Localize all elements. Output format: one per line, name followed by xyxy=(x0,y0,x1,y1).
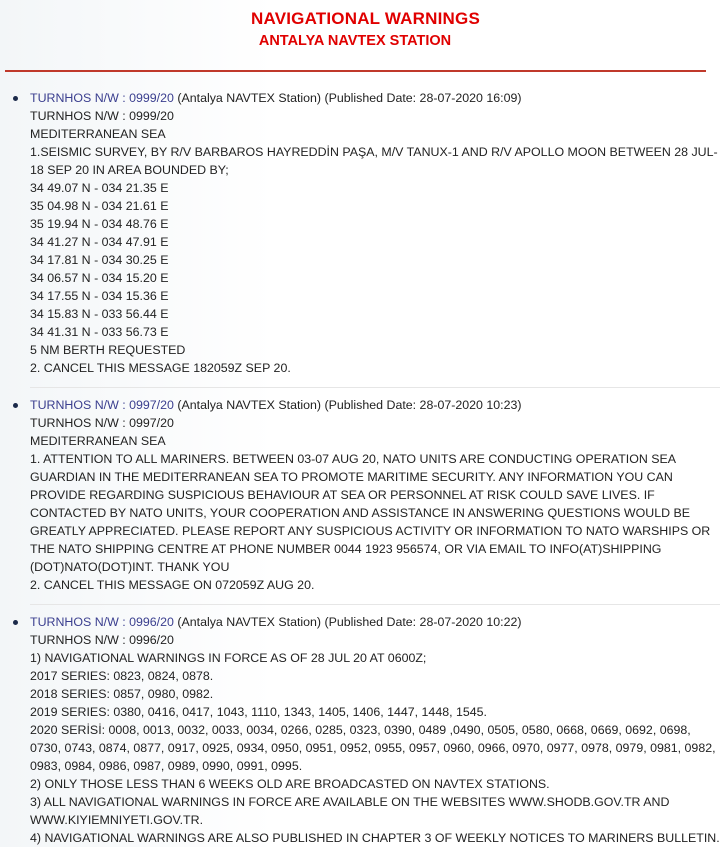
bullet-icon xyxy=(13,403,18,408)
warning-text-line: 1) NAVIGATIONAL WARNINGS IN FORCE AS OF 28 JUL 20 AT 0600Z; xyxy=(30,651,427,665)
warning-heading xyxy=(30,396,720,414)
warning-link[interactable]: TURNHOS N/W : 0999/20 xyxy=(30,91,174,105)
warning-text-line: 2018 SERIES: 0857, 0980, 0982. xyxy=(30,687,214,701)
warning-heading xyxy=(30,89,720,107)
warning-link[interactable]: TURNHOS N/W : 0996/20 xyxy=(30,615,174,629)
warning-text-line: 4) NAVIGATIONAL WARNINGS ARE ALSO PUBLISHED IN CHAPTER 3 OF WEEKLY NOTICES TO MARINERS BULLETIN. xyxy=(30,831,720,845)
warning-text-line: 1.SEISMIC SURVEY, BY R/V BARBAROS HAYREDDİN PAŞA, M/V TANUX-1 AND R/V APOLLO MOON BETWEEN 28 JUL-18 SEP 20 IN AREA BOUNDED BY; xyxy=(30,145,718,177)
warning-text-line: 2. CANCEL THIS MESSAGE 182059Z SEP 20. xyxy=(30,361,291,375)
warnings-list xyxy=(0,89,720,847)
warning-text-line: 2) ONLY THOSE LESS THAN 6 WEEKS OLD ARE BROADCASTED ON NAVTEX STATIONS. xyxy=(30,777,550,791)
warning-text-line: 35 04.98 N - 034 21.61 E xyxy=(30,199,169,213)
warning-text-line: MEDITERRANEAN SEA xyxy=(30,434,166,448)
page-subtitle: ANTALYA NAVTEX STATION xyxy=(258,33,452,49)
warning-text-line: 3) ALL NAVIGATIONAL WARNINGS IN FORCE ARE AVAILABLE ON THE WEBSITES WWW.SHODB.GOV.TR AND WWW.KIYIEMNIYETI.GOV.TR. xyxy=(30,795,670,827)
warning-item xyxy=(30,604,720,847)
warning-text-line: TURNHOS N/W : 0996/20 xyxy=(30,633,174,647)
warning-text-line: TURNHOS N/W : 0997/20 xyxy=(30,416,174,430)
page-header xyxy=(0,0,723,72)
warning-text-line: 34 15.83 N - 033 56.44 E xyxy=(30,307,169,321)
warning-text-line: 5 NM BERTH REQUESTED xyxy=(30,343,186,357)
warning-text-line: 2019 SERIES: 0380, 0416, 0417, 1043, 1110, 1343, 1405, 1406, 1447, 1448, 1545. xyxy=(30,705,488,719)
warning-text-line: MEDITERRANEAN SEA xyxy=(30,127,166,141)
warning-link[interactable]: TURNHOS N/W : 0997/20 xyxy=(30,398,174,412)
warning-text-line: 34 17.81 N - 034 30.25 E xyxy=(30,253,169,267)
page-title: NAVIGATIONAL WARNINGS xyxy=(251,9,480,28)
warning-text-line: TURNHOS N/W : 0999/20 xyxy=(30,109,174,123)
warning-text-line: 2017 SERIES: 0823, 0824, 0878. xyxy=(30,669,214,683)
bullet-icon xyxy=(13,620,18,625)
warning-text-line: 34 17.55 N - 034 15.36 E xyxy=(30,289,169,303)
warning-text-line: 34 06.57 N - 034 15.20 E xyxy=(30,271,169,285)
warning-text-line: 35 19.94 N - 034 48.76 E xyxy=(30,217,169,231)
warning-text-line: 34 41.27 N - 034 47.91 E xyxy=(30,235,169,249)
header-divider xyxy=(5,70,706,72)
warning-text-line: 2. CANCEL THIS MESSAGE ON 072059Z AUG 20. xyxy=(30,578,315,592)
warning-item xyxy=(30,89,720,377)
warning-meta: (Antalya NAVTEX Station) (Published Date: 28-07-2020 10:23) xyxy=(173,398,522,412)
bullet-icon xyxy=(13,96,18,101)
warning-meta: (Antalya NAVTEX Station) (Published Date: 28-07-2020 16:09) xyxy=(173,91,522,105)
warning-text-line: 34 41.31 N - 033 56.73 E xyxy=(30,325,169,339)
warning-heading xyxy=(30,613,720,631)
warning-meta: (Antalya NAVTEX Station) (Published Date: 28-07-2020 10:22) xyxy=(173,615,522,629)
warning-text-line: 1. ATTENTION TO ALL MARINERS. BETWEEN 03-07 AUG 20, NATO UNITS ARE CONDUCTING OPERATION SEA GUARDIAN IN THE MEDITERRANEAN SEA TO PROMOTE MARITIME SECURITY. ANY INFORMATION YOU CAN PROVIDE REGARDING SUSPICIOUS BEHAVIOUR AT SEA OR PERSONNEL AT RISK COULD SAVE LIVES. IF CONTACTED BY NATO UNITS, YOUR COOPERATION AND ASSISTANCE IN ANSWERING QUESTIONS WOULD BE GREATLY APPRECIATED. PLEASE REPORT ANY SUSPICIOUS ACTIVITY OR INFORMATION TO NATO WARSHIPS OR THE NATO SHIPPING CENTRE AT PHONE NUMBER 0044 1923 956574, OR VIA EMAIL TO INFO(AT)SHIPPING (DOT)NATO(DOT)INT. THANK YOU xyxy=(30,452,711,574)
warning-item xyxy=(30,387,720,594)
warning-text-line: 2020 SERİSİ: 0008, 0013, 0032, 0033, 0034, 0266, 0285, 0323, 0390, 0489 ,0490, 0505, 0580, 0668, 0669, 0692, 0698, 0730, 0743, 0874, 0877, 0917, 0925, 0934, 0950, 0951, 0952, 0955, 0957, 0960, 0966, 0970, 0977, 0978, 0979, 0981, 0982, 0983, 0984, 0986, 0987, 0989, 0990, 0991, 0995. xyxy=(30,723,716,773)
warning-text-line: 34 49.07 N - 034 21.35 E xyxy=(30,181,169,195)
